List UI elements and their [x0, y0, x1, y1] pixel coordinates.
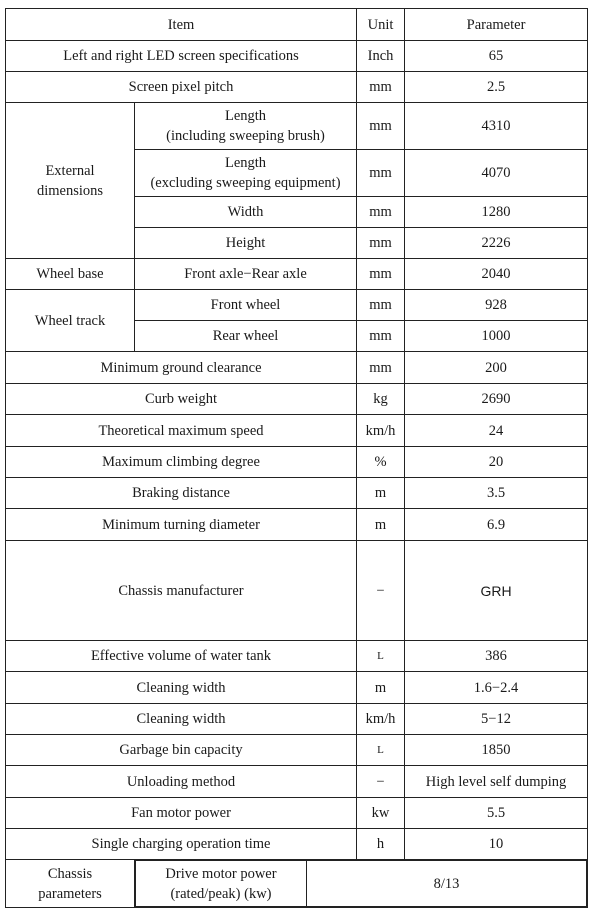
value-cell: 10 [405, 829, 588, 860]
table-header-row [6, 9, 588, 41]
value-cell: 5−12 [405, 704, 588, 735]
table-row [6, 509, 588, 541]
table-row [6, 766, 588, 798]
table-row [6, 541, 588, 641]
table-row [6, 259, 588, 290]
unit-cell: km/h [357, 415, 405, 447]
table-row [6, 860, 588, 908]
header-parameter: Parameter [405, 9, 588, 41]
table-row [6, 641, 588, 672]
item-cell: Cleaning width [6, 704, 357, 735]
item-cell: Curb weight [6, 384, 357, 415]
unit-cell: kw [357, 798, 405, 829]
item-cell: Length (excluding sweeping equipment) [135, 150, 357, 197]
item-cell: Minimum turning diameter [6, 509, 357, 541]
group-cell-chassis-parameters: Chassis parameters [6, 860, 135, 908]
value-cell: 3.5 [405, 478, 588, 509]
unit-cell: kg [357, 384, 405, 415]
value-cell: 20 [405, 447, 588, 478]
unit-cell: mm [357, 321, 405, 352]
chassis-parameters-cell [135, 860, 588, 908]
value-cell: High level self dumping [405, 766, 588, 798]
value-cell: 2040 [405, 259, 588, 290]
value-cell: 2226 [405, 228, 588, 259]
item-cell: Height [135, 228, 357, 259]
item-cell: Front wheel [135, 290, 357, 321]
item-cell: Effective volume of water tank [6, 641, 357, 672]
table-row [6, 704, 588, 735]
table-row [6, 829, 588, 860]
table-row [6, 478, 588, 509]
table-row [6, 447, 588, 478]
table-row [6, 672, 588, 704]
unit-cell: L [357, 641, 405, 672]
specification-table [5, 8, 588, 908]
unit-cell: L [357, 735, 405, 766]
value-cell: 1000 [405, 321, 588, 352]
unit-cell: − [357, 766, 405, 798]
item-cell: Front axle−Rear axle [135, 259, 357, 290]
item-cell: Screen pixel pitch [6, 72, 357, 103]
table-row [6, 41, 588, 72]
item-cell: Unloading method [6, 766, 357, 798]
unit-cell: − [357, 541, 405, 641]
value-cell: 5.5 [405, 798, 588, 829]
item-cell: Width [135, 197, 357, 228]
table-row [6, 798, 588, 829]
value-cell: 4310 [405, 103, 588, 150]
item-cell: Braking distance [6, 478, 357, 509]
chassis-parameters-subtable [135, 860, 587, 907]
unit-cell: mm [357, 352, 405, 384]
value-cell: 928 [405, 290, 588, 321]
unit-cell: m [357, 478, 405, 509]
item-cell: Minimum ground clearance [6, 352, 357, 384]
item-cell: Single charging operation time [6, 829, 357, 860]
item-cell: Garbage bin capacity [6, 735, 357, 766]
unit-cell: mm [357, 103, 405, 150]
item-cell: Rear wheel [135, 321, 357, 352]
unit-cell: mm [357, 290, 405, 321]
value-cell: 4070 [405, 150, 588, 197]
group-cell-wheel-base: Wheel base [6, 259, 135, 290]
item-cell: Chassis manufacturer [6, 541, 357, 641]
table-row [6, 290, 588, 321]
unit-cell: mm [357, 72, 405, 103]
unit-cell: km/h [357, 704, 405, 735]
table-row [6, 384, 588, 415]
unit-cell: % [357, 447, 405, 478]
unit-cell: h [357, 829, 405, 860]
table-row [6, 415, 588, 447]
header-unit: Unit [357, 9, 405, 41]
unit-cell: mm [357, 228, 405, 259]
value-cell: 2690 [405, 384, 588, 415]
value-cell: 8/13 [307, 861, 587, 907]
unit-cell: Inch [357, 41, 405, 72]
value-cell: 386 [405, 641, 588, 672]
unit-cell: mm [357, 197, 405, 228]
value-cell: 24 [405, 415, 588, 447]
item-cell: Drive motor power (rated/peak) (kw) [136, 861, 307, 907]
unit-cell: mm [357, 259, 405, 290]
table-row [6, 72, 588, 103]
value-cell: 6.9 [405, 509, 588, 541]
group-cell-wheel-track: Wheel track [6, 290, 135, 352]
value-cell: GRH [405, 541, 588, 641]
item-cell: Fan motor power [6, 798, 357, 829]
header-item: Item [6, 9, 357, 41]
item-cell: Left and right LED screen specifications [6, 41, 357, 72]
item-cell: Length (including sweeping brush) [135, 103, 357, 150]
value-cell: 1.6−2.4 [405, 672, 588, 704]
item-cell: Maximum climbing degree [6, 447, 357, 478]
table-row [6, 103, 588, 150]
group-cell-external-dimensions: External dimensions [6, 103, 135, 259]
unit-cell: mm [357, 150, 405, 197]
table-row [6, 735, 588, 766]
value-cell: 65 [405, 41, 588, 72]
value-cell: 1850 [405, 735, 588, 766]
value-cell: 200 [405, 352, 588, 384]
value-cell: 1280 [405, 197, 588, 228]
item-cell: Theoretical maximum speed [6, 415, 357, 447]
value-cell: 2.5 [405, 72, 588, 103]
unit-cell: m [357, 509, 405, 541]
unit-cell: m [357, 672, 405, 704]
item-cell: Cleaning width [6, 672, 357, 704]
table-row [6, 352, 588, 384]
